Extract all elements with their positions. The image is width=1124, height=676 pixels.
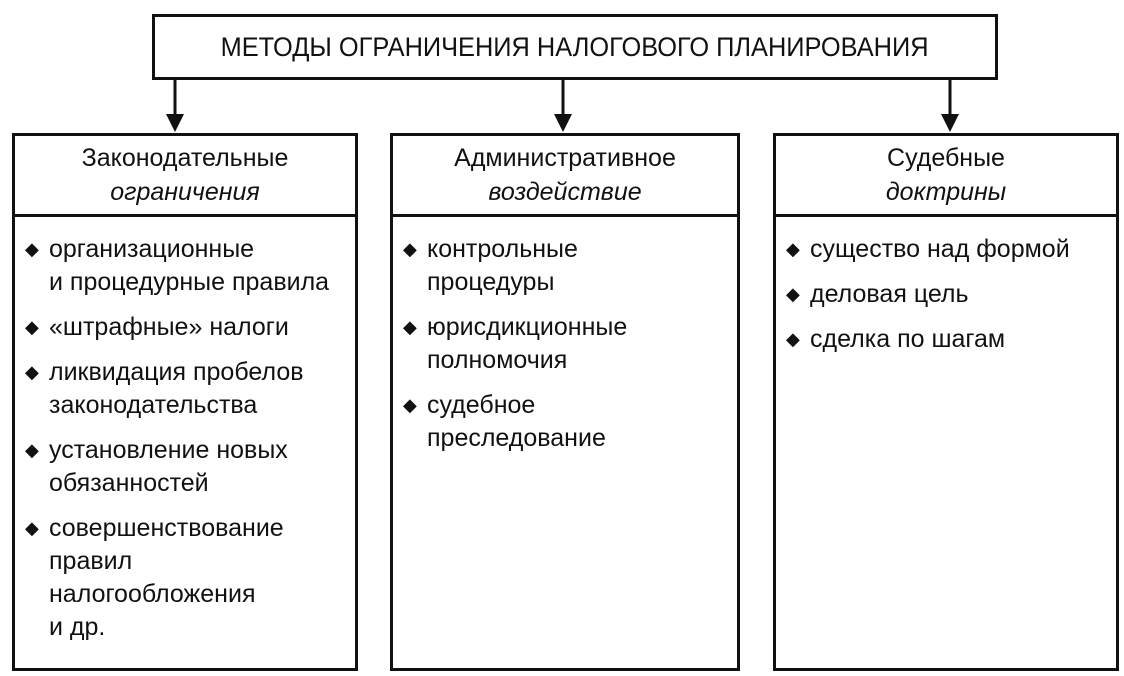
list-item-text: деловая цель bbox=[810, 280, 969, 308]
list-item-text: ликвидация пробелов законодательства bbox=[49, 358, 304, 419]
list-item bbox=[401, 389, 737, 455]
diamond-bullet-icon: ◆ bbox=[786, 284, 800, 304]
diagram-title: МЕТОДЫ ОГРАНИЧЕНИЯ НАЛОГОВОГО ПЛАНИРОВАНИЯ bbox=[221, 31, 929, 62]
arrow-head-right bbox=[941, 114, 959, 132]
list-item bbox=[401, 233, 737, 299]
list-item bbox=[23, 233, 355, 299]
diamond-bullet-icon: ◆ bbox=[786, 239, 800, 259]
column-heading-line2: доктрины bbox=[885, 178, 1007, 206]
column-legislative bbox=[12, 133, 358, 671]
diamond-bullet-icon: ◆ bbox=[25, 239, 39, 259]
arrow-head-center bbox=[554, 114, 572, 132]
diamond-bullet-icon: ◆ bbox=[25, 518, 39, 538]
list-item bbox=[784, 278, 1116, 311]
diamond-bullet-icon: ◆ bbox=[25, 317, 39, 337]
list-item bbox=[784, 323, 1116, 356]
column-heading bbox=[393, 136, 737, 217]
column-administrative bbox=[390, 133, 740, 671]
column-heading bbox=[776, 136, 1116, 217]
diamond-bullet-icon: ◆ bbox=[25, 362, 39, 382]
diamond-bullet-icon: ◆ bbox=[403, 395, 417, 415]
list-item-text: установление новых обязанностей bbox=[49, 436, 288, 497]
diamond-bullet-icon: ◆ bbox=[403, 317, 417, 337]
column-heading-line1: Судебные bbox=[887, 144, 1005, 172]
arrow-head-left bbox=[166, 114, 184, 132]
diamond-bullet-icon: ◆ bbox=[403, 239, 417, 259]
list-item bbox=[23, 512, 355, 644]
column-heading-line2: ограничения bbox=[110, 178, 260, 206]
list-item-text: сделка по шагам bbox=[810, 325, 1006, 353]
list-item-text: юрисдикционные полномочия bbox=[427, 313, 628, 374]
list-item-text: контрольные процедуры bbox=[427, 235, 578, 296]
diamond-bullet-icon: ◆ bbox=[786, 329, 800, 349]
list-item-text: судебное преследование bbox=[427, 391, 606, 452]
column-heading bbox=[15, 136, 355, 217]
list-item bbox=[23, 434, 355, 500]
column-item-list bbox=[776, 217, 1116, 356]
list-item bbox=[784, 233, 1116, 266]
column-heading-line2: воздействие bbox=[488, 178, 642, 206]
list-item-text: «штрафные» налоги bbox=[49, 313, 289, 341]
column-item-list bbox=[15, 217, 355, 644]
list-item-text: организационные и процедурные правила bbox=[49, 235, 330, 296]
list-item bbox=[401, 311, 737, 377]
list-item bbox=[23, 356, 355, 422]
list-item bbox=[23, 311, 355, 344]
column-item-list bbox=[393, 217, 737, 455]
diamond-bullet-icon: ◆ bbox=[25, 440, 39, 460]
column-heading-line1: Законодательные bbox=[81, 144, 289, 172]
column-heading-line1: Административное bbox=[454, 144, 676, 172]
list-item-text: совершенствование правил налогообложения и др. bbox=[49, 514, 284, 641]
column-judicial bbox=[773, 133, 1119, 671]
list-item-text: существо над формой bbox=[810, 235, 1070, 263]
